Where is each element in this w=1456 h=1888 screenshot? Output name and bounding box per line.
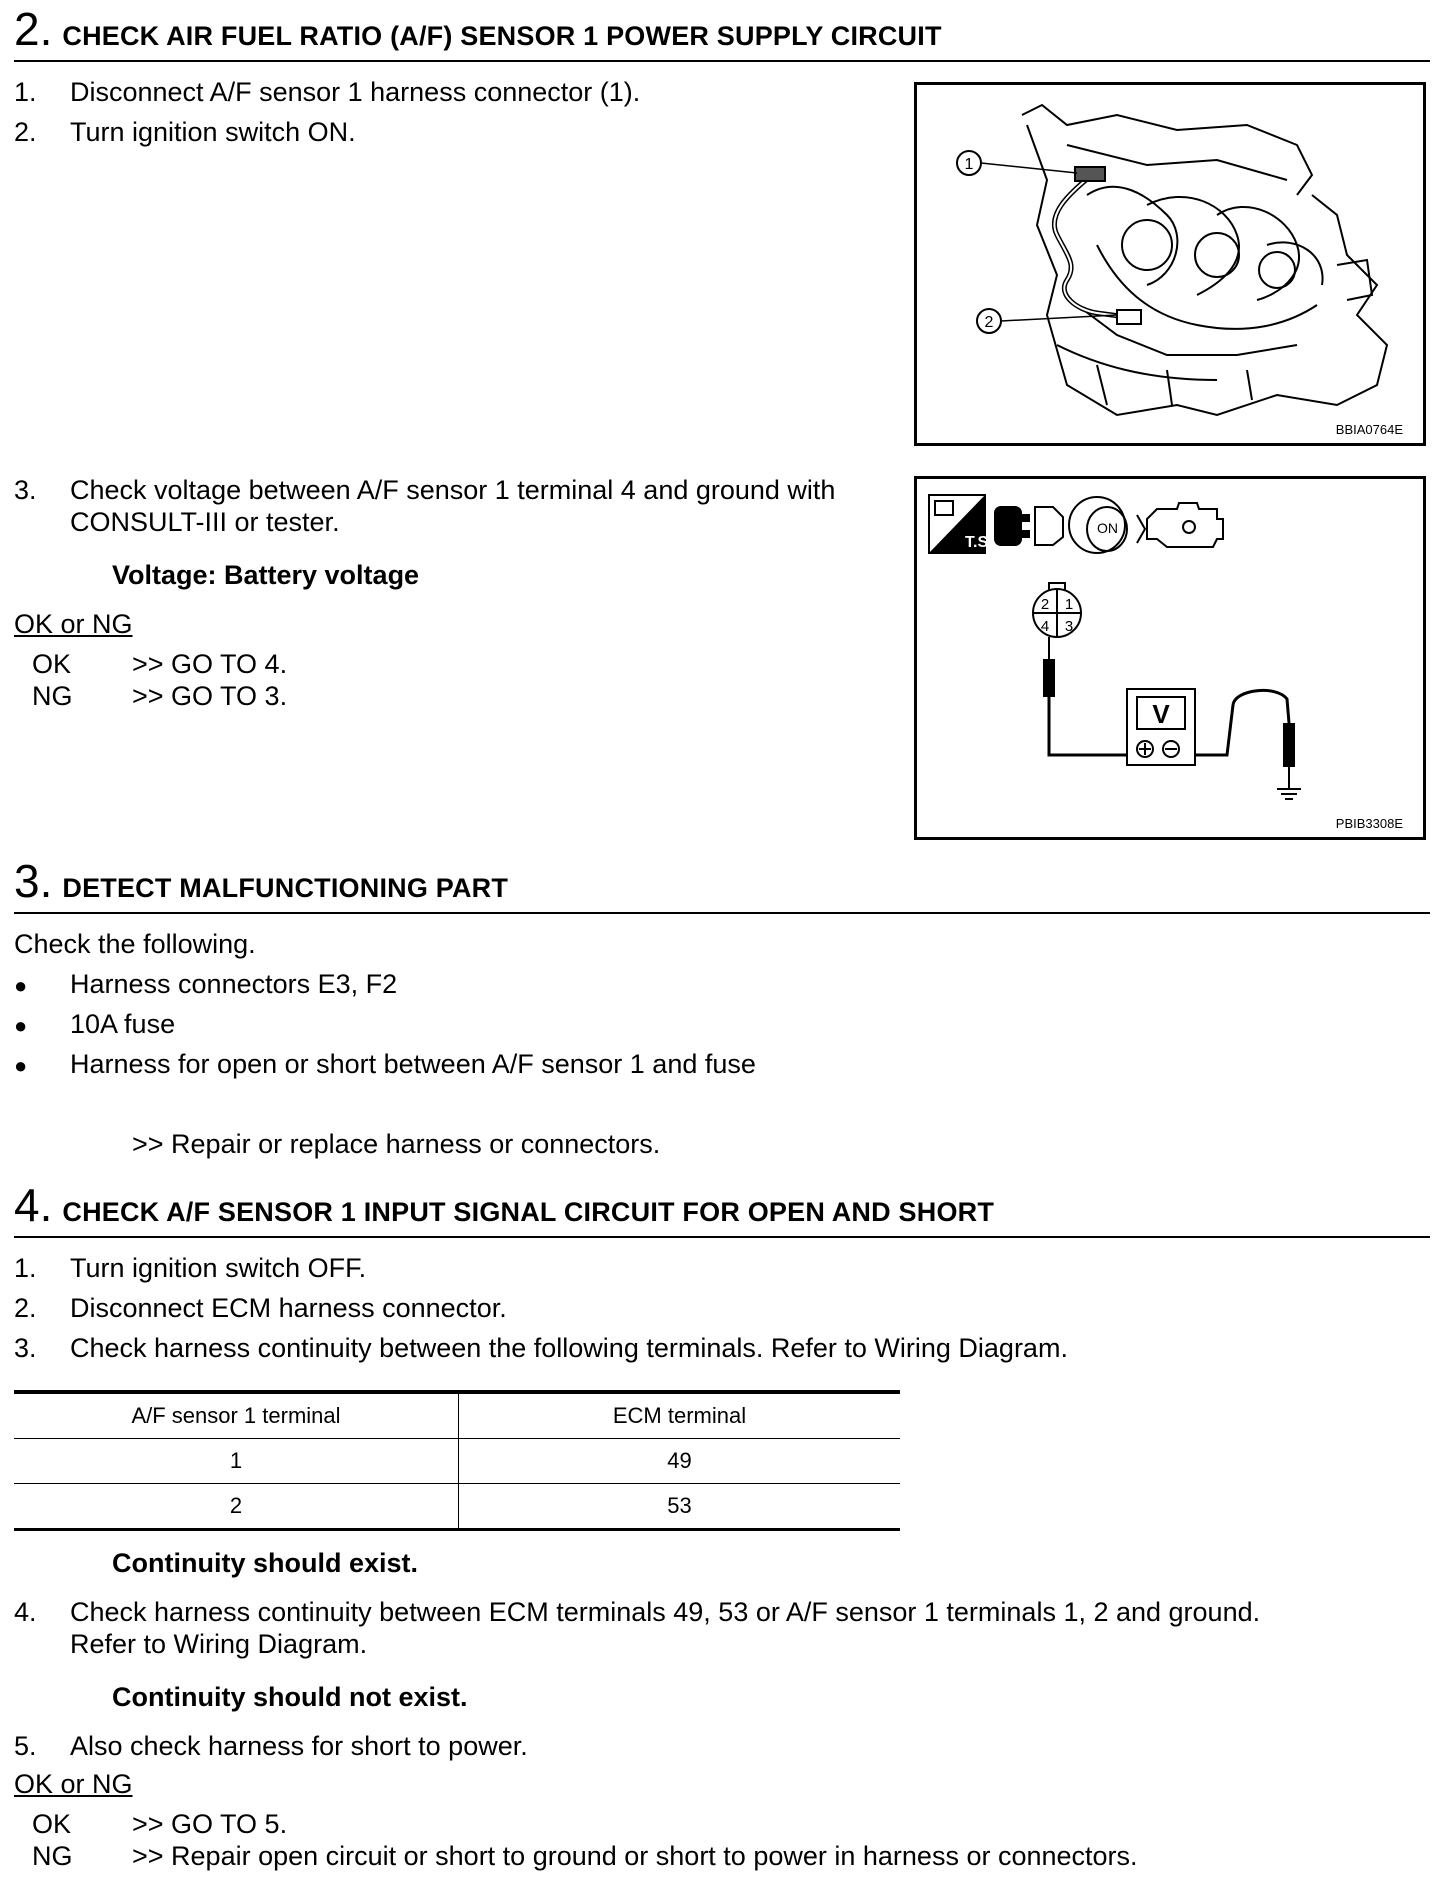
ok-result [32, 1808, 287, 1840]
table-cell: 2 [14, 1484, 459, 1530]
exhaust-manifold-drawing [917, 85, 1423, 443]
step-title: DETECT MALFUNCTIONING PART [62, 873, 509, 903]
step-number: 4. [14, 1179, 53, 1231]
step-2-heading [14, 2, 942, 56]
item-number: 1. [14, 77, 37, 107]
continuity-table [14, 1390, 900, 1531]
item-number: 4. [14, 1597, 37, 1627]
step-title: CHECK A/F SENSOR 1 INPUT SIGNAL CIRCUIT FOR OPEN AND SHORT [62, 1197, 995, 1227]
ok-action: >> GO TO 4. [132, 649, 288, 679]
item-text: Check voltage between A/F sensor 1 terminal 4 and ground with [70, 475, 836, 505]
meter-label: V [1152, 699, 1170, 729]
connector-icon [995, 507, 1063, 545]
ts-label: T.S. [965, 534, 993, 551]
instruction-item-continued [70, 1628, 367, 1660]
intro-text: Check the following. [14, 929, 256, 959]
item-text: CONSULT-III or tester. [70, 507, 340, 537]
section-divider [14, 1236, 1430, 1238]
pin-1: 1 [1064, 596, 1074, 613]
on-label: ON [1097, 520, 1118, 536]
item-text: Turn ignition switch OFF. [70, 1253, 367, 1283]
column-header: ECM terminal [612, 1403, 747, 1428]
instruction-item [14, 1292, 507, 1324]
ok-result [32, 648, 287, 680]
item-text: 10A fuse [70, 1009, 176, 1039]
item-text: Turn ignition switch ON. [70, 117, 356, 147]
ng-result [32, 680, 287, 712]
spec-value: Continuity should exist. [112, 1548, 419, 1578]
ng-result [32, 1840, 1138, 1872]
item-text: Disconnect A/F sensor 1 harness connector (1). [70, 77, 641, 107]
instruction-item [14, 474, 835, 506]
item-number: 3. [14, 1333, 37, 1363]
instruction-item-continued [70, 506, 340, 538]
section-divider [14, 912, 1430, 914]
table-cell: 49 [667, 1448, 692, 1473]
instruction-item [14, 1332, 1068, 1364]
step-4-heading [14, 1178, 994, 1232]
item-text: Also check harness for short to power. [70, 1731, 528, 1761]
section-divider [14, 60, 1430, 62]
spec-value: Continuity should not exist. [112, 1682, 468, 1712]
item-number: 5. [14, 1731, 37, 1761]
bullet-icon: ● [14, 1053, 28, 1078]
ng-label: NG [32, 681, 73, 711]
instruction-item [14, 116, 356, 148]
voltage-check-diagram [914, 476, 1426, 840]
callout-2: 2 [984, 314, 994, 331]
ok-ng-label: OK or NG [14, 609, 133, 639]
table-row [14, 1439, 900, 1484]
instruction-item [14, 1730, 528, 1762]
ts-icon [929, 495, 993, 553]
table-row [14, 1484, 900, 1530]
pin-3: 3 [1064, 618, 1074, 635]
engine-illustration [914, 82, 1426, 446]
ok-label: OK [32, 1809, 72, 1839]
item-number: 2. [14, 117, 37, 147]
item-number: 3. [14, 475, 37, 505]
item-text: Harness for open or short between A/F sensor 1 and fuse [70, 1049, 756, 1079]
bullet-icon: ● [14, 973, 28, 998]
circuit-drawing [917, 479, 1423, 837]
instruction-item [14, 1252, 366, 1284]
pin-4: 4 [1040, 618, 1050, 635]
bullet-icon: ● [14, 1013, 28, 1038]
ng-action: >> Repair open circuit or short to ground or short to power in harness or connectors. [132, 1841, 1138, 1871]
callout-1: 1 [964, 156, 974, 173]
ng-action: >> GO TO 3. [132, 681, 288, 711]
item-text: Refer to Wiring Diagram. [70, 1629, 368, 1659]
list-item [14, 1008, 175, 1042]
instruction-item [14, 76, 640, 108]
spec-value: Voltage: Battery voltage [112, 560, 420, 590]
list-item [14, 1048, 756, 1082]
engine-icon [1137, 503, 1223, 547]
ok-label: OK [32, 649, 72, 679]
pin-2: 2 [1040, 596, 1050, 613]
instruction-item [14, 1596, 1260, 1628]
ok-action: >> GO TO 5. [132, 1809, 288, 1839]
item-text: Harness connectors E3, F2 [70, 969, 398, 999]
repair-action: >> Repair or replace harness or connectors. [132, 1129, 661, 1159]
step-number: 2. [14, 3, 53, 55]
step-number: 3. [14, 855, 53, 907]
table-cell: 1 [14, 1439, 459, 1484]
table-header-row [14, 1392, 900, 1439]
ng-label: NG [32, 1841, 73, 1871]
ignition-key-icon [1069, 497, 1127, 553]
item-text: Check harness continuity between ECM terminals 49, 53 or A/F sensor 1 terminals 1, 2 and ground. [70, 1597, 1261, 1627]
list-item [14, 968, 397, 1002]
item-number: 1. [14, 1253, 37, 1283]
item-text: Disconnect ECM harness connector. [70, 1293, 507, 1323]
figure-code: BBIA0764E [1335, 422, 1403, 437]
step-3-heading [14, 854, 508, 908]
ok-ng-label: OK or NG [14, 1769, 133, 1799]
table-cell: 53 [667, 1493, 692, 1518]
item-number: 2. [14, 1293, 37, 1323]
column-header: A/F sensor 1 terminal [14, 1392, 459, 1439]
figure-code: PBIB3308E [1335, 816, 1403, 831]
item-text: Check harness continuity between the following terminals. Refer to Wiring Diagram. [70, 1333, 1068, 1363]
step-title: CHECK AIR FUEL RATIO (A/F) SENSOR 1 POWER SUPPLY CIRCUIT [62, 21, 942, 51]
